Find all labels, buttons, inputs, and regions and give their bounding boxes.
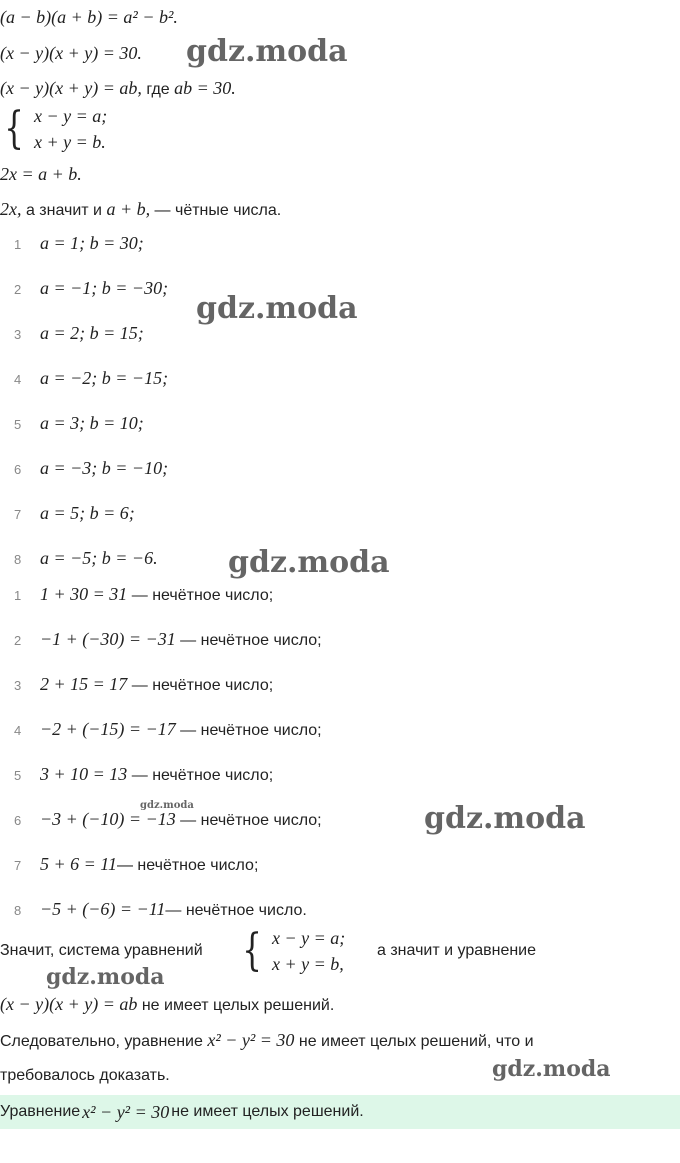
sum-row: [0, 718, 322, 742]
answer-text-2: не имеет целых решений.: [171, 1103, 364, 1120]
conclusion-line-2: [0, 993, 334, 1017]
conclusion-text-5: не имеет целых решений, что и: [294, 1033, 534, 1050]
list-text: — нечётное число;: [127, 677, 274, 694]
list-number: 8: [14, 552, 22, 567]
substitution-math-2: ab = 30.: [174, 78, 236, 98]
system-row-1: x − y = a;: [34, 106, 108, 126]
list-number: 1: [14, 237, 22, 252]
case-row: [0, 457, 168, 481]
list-number: 2: [14, 633, 22, 648]
sum-row: [0, 853, 258, 877]
watermark-logo: gdz.moda: [424, 801, 586, 836]
list-number: 1: [14, 588, 22, 603]
parity-statement-line: [0, 198, 281, 222]
parity-text-1: а значит и: [21, 202, 107, 219]
watermark-logo: gdz.moda: [228, 545, 390, 580]
list-text: — нечётное число.: [165, 902, 307, 919]
list-expression: 2 + 15 = 17: [40, 674, 128, 694]
list-expression: a = 5; b = 6;: [40, 503, 135, 523]
substitution-text: где: [141, 81, 175, 98]
case-row: [0, 502, 135, 526]
case-row: [0, 322, 144, 346]
system-of-equations-1: [0, 104, 107, 154]
system-row-2: x + y = b,: [272, 954, 344, 974]
conclusion-text-3: не имеет целых решений.: [137, 997, 335, 1014]
case-row: [0, 547, 158, 571]
list-number: 4: [14, 372, 22, 387]
conclusion-line-4: требовалось доказать.: [0, 1067, 170, 1084]
sum-row: [0, 628, 322, 652]
conclusion-text-1: Значит, система уравнений: [0, 942, 203, 959]
list-expression: a = −5; b = −6.: [40, 548, 158, 568]
list-text: — нечётное число;: [175, 812, 322, 829]
list-expression: −1 + (−30) = −31: [40, 629, 176, 649]
list-expression: a = −3; b = −10;: [40, 458, 169, 478]
list-text: — нечётное число;: [175, 722, 322, 739]
watermark-logo: gdz.moda: [186, 34, 348, 69]
sum-row: [0, 673, 273, 697]
list-number: 6: [14, 813, 22, 828]
sum-row: [0, 583, 273, 607]
list-number: 8: [14, 903, 22, 918]
conclusion-line-3: [0, 1029, 534, 1053]
case-row: [0, 367, 168, 391]
brace-icon: {: [242, 925, 262, 976]
sum-row: [0, 763, 273, 787]
list-number: 5: [14, 768, 22, 783]
list-text: — нечётное число;: [175, 632, 322, 649]
conclusion-math-2: x² − y² = 30: [207, 1030, 295, 1050]
list-expression: a = 3; b = 10;: [40, 413, 144, 433]
watermark-logo: gdz.moda: [492, 1056, 611, 1082]
list-number: 7: [14, 507, 22, 522]
identity-line: (a − b)(a + b) = a² − b².: [0, 7, 178, 27]
equation-line: (x − y)(x + y) = 30.: [0, 43, 142, 63]
list-expression: 3 + 10 = 13: [40, 764, 128, 784]
list-number: 3: [14, 327, 22, 342]
conclusion-math: (x − y)(x + y) = ab: [0, 994, 138, 1014]
substitution-math: (x − y)(x + y) = ab,: [0, 78, 142, 98]
conclusion-text-2: а значит и уравнение: [377, 942, 537, 959]
list-expression: a = 2; b = 15;: [40, 323, 144, 343]
list-text: — нечётное число;: [116, 857, 259, 874]
list-number: 3: [14, 678, 22, 693]
list-number: 4: [14, 723, 22, 738]
answer-box: [0, 1095, 680, 1129]
case-row: [0, 277, 168, 301]
case-row: [0, 232, 144, 256]
list-text: — нечётное число;: [127, 767, 274, 784]
system-of-equations-2: [238, 926, 345, 976]
list-expression: 1 + 30 = 31: [40, 584, 128, 604]
list-expression: −2 + (−15) = −17: [40, 719, 176, 739]
parity-text-2: — чётные числа.: [150, 202, 282, 219]
list-number: 2: [14, 282, 22, 297]
sum-equation-line: 2x = a + b.: [0, 164, 82, 184]
system-row-1: x − y = a;: [272, 928, 346, 948]
list-expression: −3 + (−10) = −13: [40, 809, 176, 829]
list-text: — нечётное число;: [127, 587, 274, 604]
list-number: 7: [14, 858, 22, 873]
list-expression: a = −2; b = −15;: [40, 368, 169, 388]
list-expression: a = −1; b = −30;: [40, 278, 169, 298]
sum-row: [0, 808, 322, 832]
substitution-line: [0, 77, 236, 101]
parity-math-1: 2x,: [0, 199, 22, 219]
list-expression: −5 + (−6) = −11: [40, 899, 166, 919]
watermark-logo: gdz.moda: [140, 800, 194, 811]
answer-text-1: Уравнение: [0, 1103, 81, 1120]
system-row-2: x + y = b.: [34, 132, 106, 152]
list-number: 5: [14, 417, 22, 432]
conclusion-text-4: Следовательно, уравнение: [0, 1033, 208, 1050]
list-number: 6: [14, 462, 22, 477]
case-row: [0, 412, 144, 436]
list-expression: 5 + 6 = 11: [40, 854, 117, 874]
answer-math: x² − y² = 30: [82, 1101, 170, 1122]
sum-row: [0, 898, 307, 922]
watermark-logo: gdz.moda: [46, 964, 165, 990]
list-expression: a = 1; b = 30;: [40, 233, 144, 253]
parity-math-2: a + b,: [106, 199, 151, 219]
brace-icon: {: [4, 103, 24, 154]
watermark-logo: gdz.moda: [196, 291, 358, 326]
